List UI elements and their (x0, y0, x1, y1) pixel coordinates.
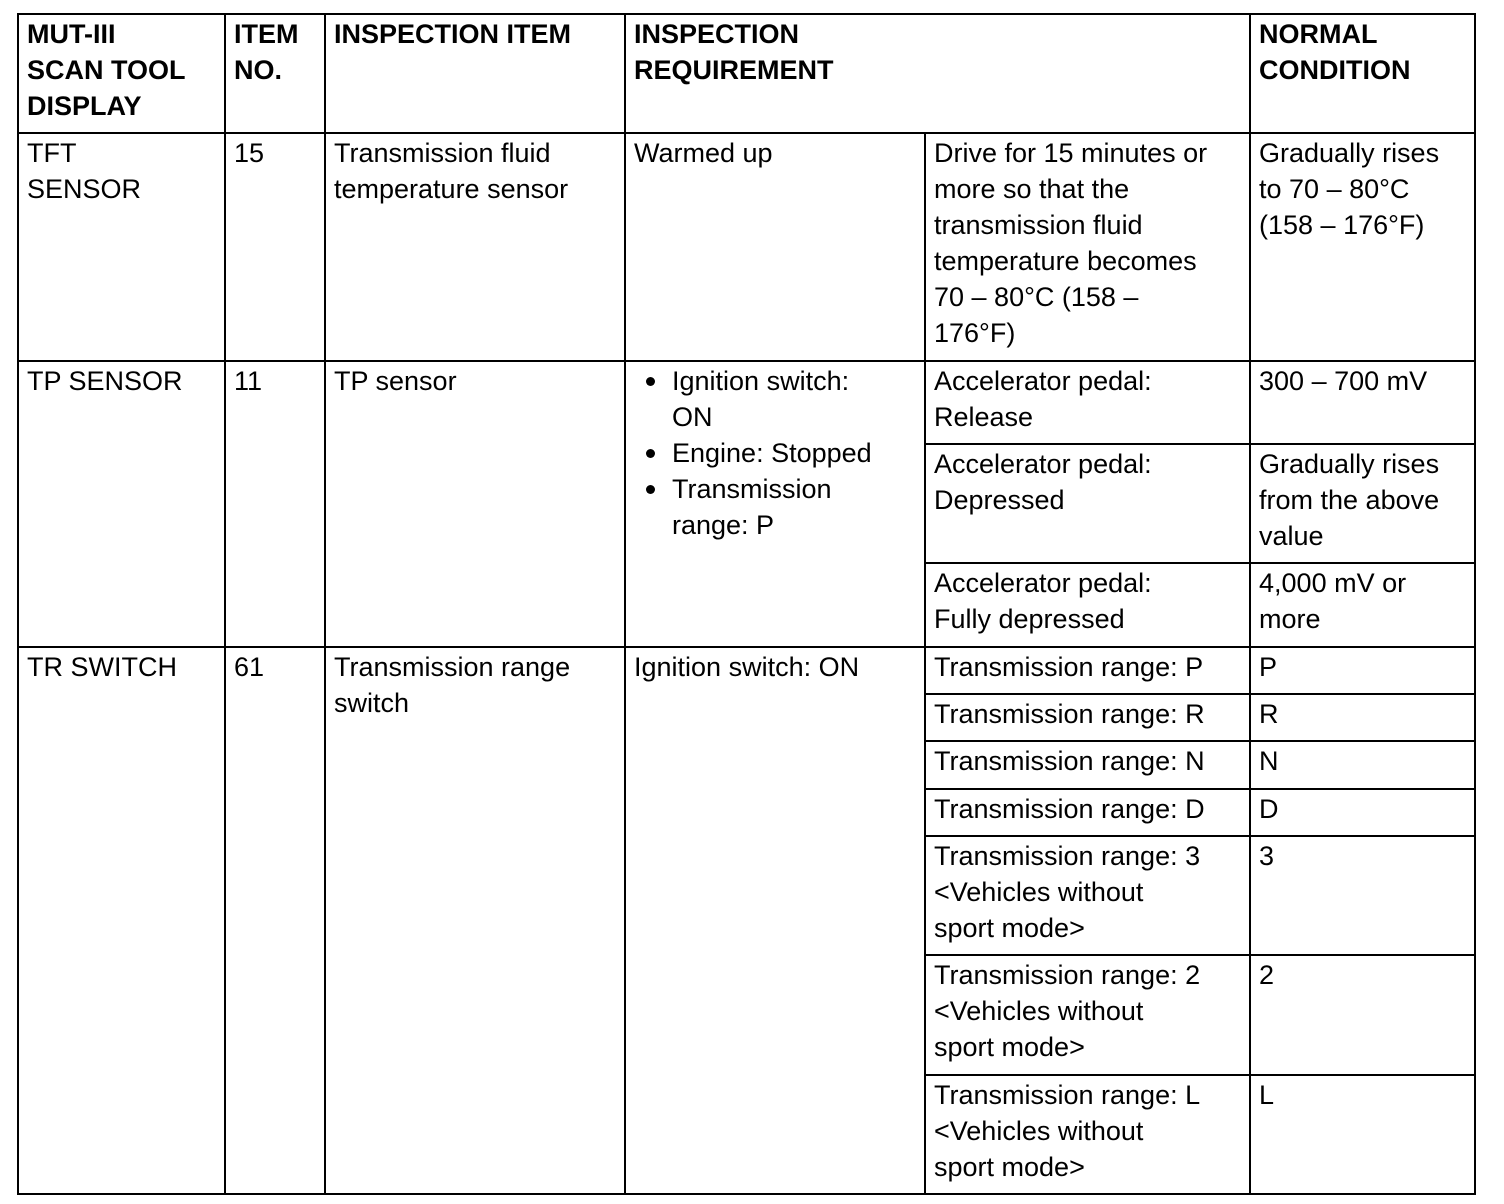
tp-normal-depressed: Gradually rises from the above value (1250, 444, 1475, 563)
tp-display: TP SENSOR (18, 361, 225, 647)
inspection-table (17, 13, 1476, 1195)
tft-display: TFT SENSOR (18, 133, 225, 361)
tr-detail-2: Transmission range: 2 <Vehicles without sport mode> (925, 955, 1250, 1075)
table-row-tp-release (18, 361, 1475, 444)
table-row-tr-p (18, 647, 1475, 694)
tr-normal-n: N (1250, 741, 1475, 789)
tr-detail-p: Transmission range: P (925, 647, 1250, 694)
tft-item-no: 15 (225, 133, 325, 361)
header-normal-condition: NORMAL CONDITION (1250, 14, 1475, 133)
list-item: Ignition switch: ON (672, 363, 916, 435)
header-inspection-item: INSPECTION ITEM (325, 14, 625, 133)
tp-item-no: 11 (225, 361, 325, 647)
tr-detail-r: Transmission range: R (925, 694, 1250, 741)
tp-normal-release: 300 – 700 mV (1250, 361, 1475, 444)
table-row-tft (18, 133, 1475, 361)
tp-detail-release: Accelerator pedal: Release (925, 361, 1250, 444)
tr-inspection-item: Transmission range switch (325, 647, 625, 1194)
tp-requirement-list (634, 363, 916, 543)
tr-detail-d: Transmission range: D (925, 789, 1250, 836)
tr-detail-3: Transmission range: 3 <Vehicles without sport mode> (925, 836, 1250, 955)
tr-normal-p: P (1250, 647, 1475, 694)
list-item: Engine: Stopped (672, 435, 916, 471)
tft-inspection-item: Transmission fluid temperature sensor (325, 133, 625, 361)
header-item-no: ITEM NO. (225, 14, 325, 133)
header-display: MUT-III SCAN TOOL DISPLAY (18, 14, 225, 133)
tr-normal-r: R (1250, 694, 1475, 741)
tft-normal-condition: Gradually rises to 70 – 80°C (158 – 176°F) (1250, 133, 1475, 361)
header-row (18, 14, 1475, 133)
tr-item-no: 61 (225, 647, 325, 1194)
tft-requirement: Warmed up (625, 133, 925, 361)
tp-detail-fully-depressed: Accelerator pedal: Fully depressed (925, 563, 1250, 647)
header-inspection-requirement: INSPECTION REQUIREMENT (625, 14, 1250, 133)
tr-normal-3: 3 (1250, 836, 1475, 955)
tr-requirement: Ignition switch: ON (625, 647, 925, 1194)
tp-detail-depressed: Accelerator pedal: Depressed (925, 444, 1250, 563)
tp-inspection-item: TP sensor (325, 361, 625, 647)
tr-detail-n: Transmission range: N (925, 741, 1250, 789)
tr-normal-l: L (1250, 1075, 1475, 1194)
tp-normal-fully-depressed: 4,000 mV or more (1250, 563, 1475, 647)
list-item: Transmission range: P (672, 471, 916, 543)
tft-requirement-detail: Drive for 15 minutes or more so that the transmission fluid temperature becomes 70 – 80°C (158 – 176°F) (925, 133, 1250, 361)
tr-detail-l: Transmission range: L <Vehicles without sport mode> (925, 1075, 1250, 1194)
tp-requirement (625, 361, 925, 647)
tr-normal-d: D (1250, 789, 1475, 836)
tr-normal-2: 2 (1250, 955, 1475, 1075)
tr-display: TR SWITCH (18, 647, 225, 1194)
